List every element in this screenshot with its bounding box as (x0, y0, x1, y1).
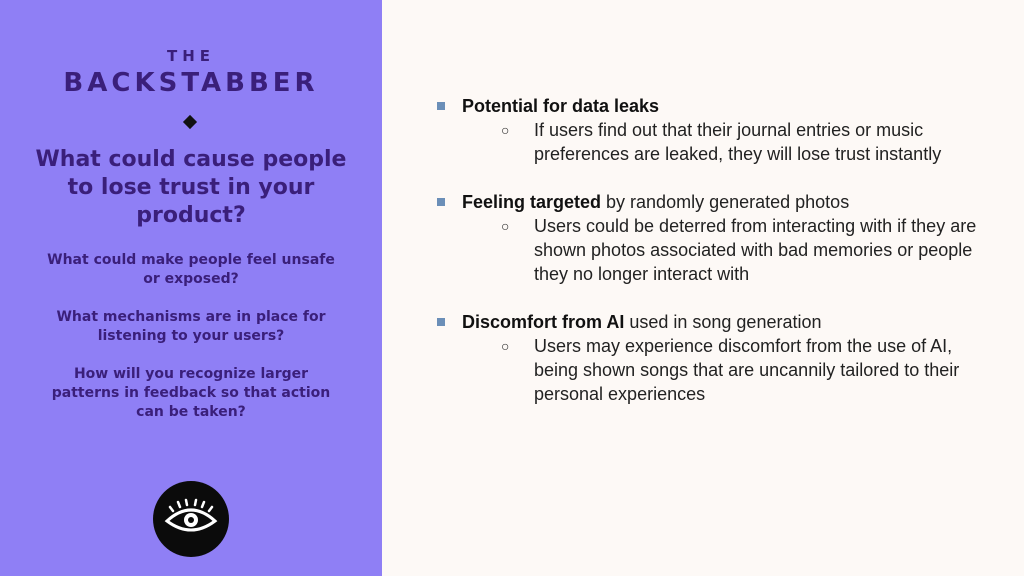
item-heading (436, 310, 996, 334)
sub-item (436, 118, 996, 166)
item-heading (436, 190, 996, 214)
eye-icon (153, 481, 229, 557)
list-item (436, 190, 996, 286)
item-rest: used in song generation (624, 312, 822, 332)
item-bold: Discomfort from AI (462, 312, 625, 332)
sub-item (436, 214, 996, 286)
circle-bullet-icon: ○ (501, 218, 510, 234)
square-bullet-icon (437, 102, 445, 110)
backstabber-card (0, 0, 382, 576)
list-item (436, 94, 996, 166)
circle-bullet-icon: ○ (501, 122, 510, 138)
card-prompt: What mechanisms are in place for listening to your users? (56, 309, 326, 344)
card-prompt: What could make people feel unsafe or exposed? (47, 252, 335, 287)
square-bullet-icon (437, 198, 445, 206)
card-kicker: THE (166, 47, 216, 65)
card-prompt: How will you recognize larger patterns in feedback so that action can be taken? (51, 366, 331, 420)
sub-item (436, 334, 996, 406)
slide-content (436, 94, 996, 430)
item-bold: Feeling targeted (462, 192, 602, 212)
sub-item-text: Users could be deterred from interacting with if they are shown photos associated with bad memories or people they no longer interact with (534, 216, 977, 284)
item-heading (436, 94, 996, 118)
item-bold: Potential for data leaks (462, 96, 660, 116)
square-bullet-icon (437, 318, 445, 326)
circle-bullet-icon: ○ (501, 338, 510, 354)
card-question: What could cause people to lose trust in your product? (35, 147, 347, 228)
sub-item-text: If users find out that their journal entries or music preferences are leaked, they will lose trust instantly (534, 120, 942, 164)
card-title: BACKSTABBER (63, 68, 319, 98)
list-item (436, 310, 996, 406)
sub-item-text: Users may experience discomfort from the use of AI, being shown songs that are uncannily tailored to their personal experiences (534, 336, 960, 404)
item-rest: by randomly generated photos (601, 192, 850, 212)
diamond-icon (183, 115, 197, 129)
